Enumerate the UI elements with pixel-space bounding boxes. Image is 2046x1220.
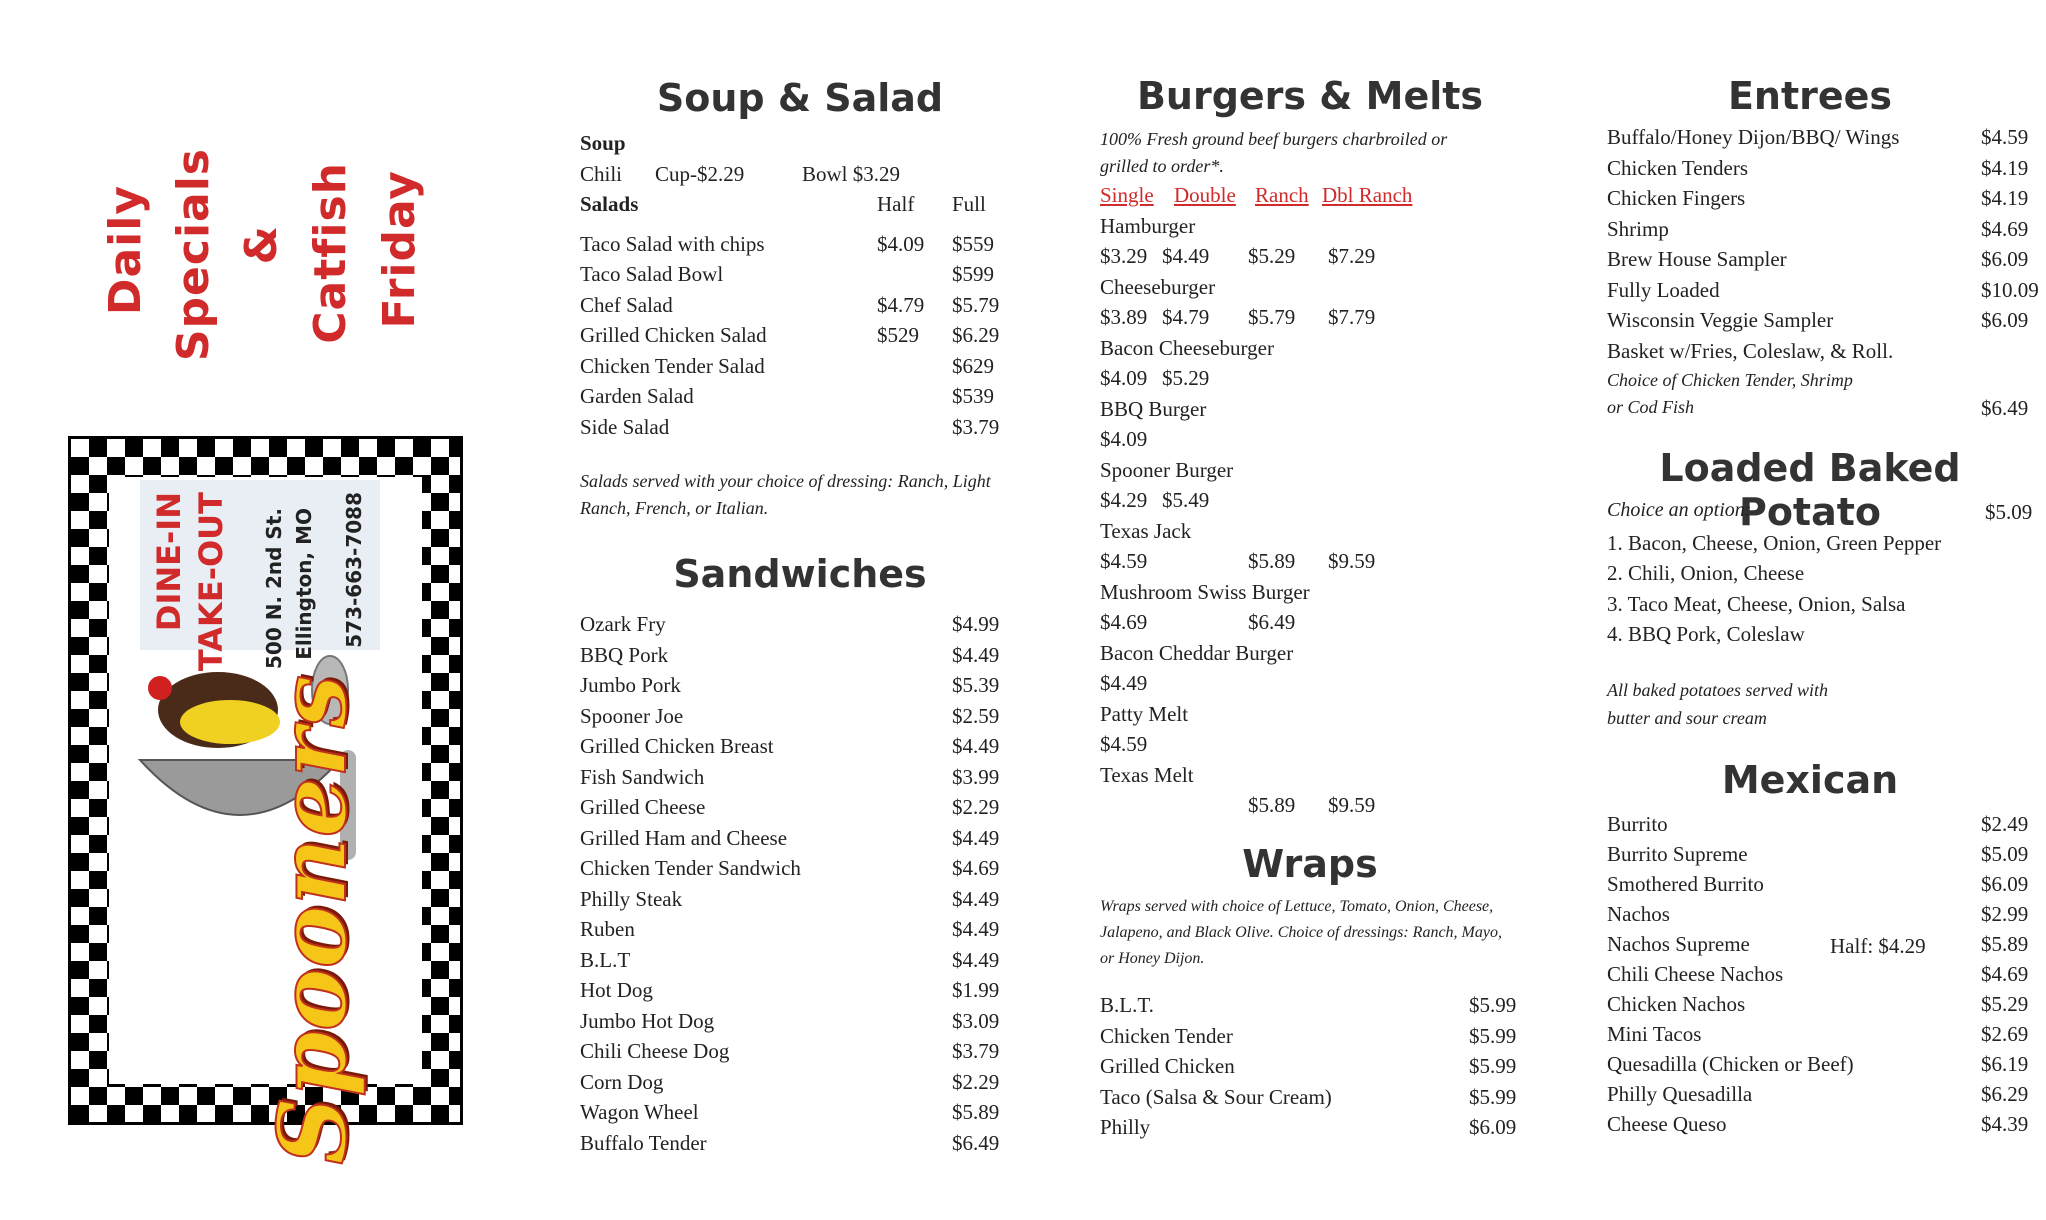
entree-row: [1607, 336, 2037, 367]
mexican-name: Burrito: [1607, 812, 1668, 836]
soup-salad-heading: Soup & Salad: [656, 76, 944, 120]
mexican-name: Nachos: [1607, 902, 1670, 926]
burger-price-single: $4.59: [1100, 549, 1148, 573]
burger-price-row: [1100, 668, 1530, 699]
salads-label: Salads: [580, 192, 639, 216]
burger-sizes-row: [1100, 180, 1530, 211]
sandwich-name: Philly Steak: [580, 886, 683, 911]
salad-row: [580, 259, 1010, 290]
entree-price: $6.09: [1981, 308, 2029, 332]
sandwich-name: Hot Dog: [580, 978, 653, 1002]
salad-name: Grilled Chicken Salad: [580, 323, 767, 347]
mexican-name: Philly Quesadilla: [1607, 1082, 1753, 1106]
full-label: Full: [952, 192, 986, 216]
sandwich-row: [580, 975, 1005, 1006]
chili-name: Chili: [580, 161, 623, 186]
entrees-heading: Entrees: [1727, 74, 1893, 118]
salads-header-row: [580, 189, 1010, 220]
burger-name: BBQ Burger: [1100, 396, 1207, 421]
address-line-2: Ellington, MO: [292, 508, 316, 660]
entree-name: Brew House Sampler: [1607, 247, 1787, 271]
sandwich-name: Ozark Fry: [580, 612, 666, 636]
mexican-name: Chili Cheese Nachos: [1607, 962, 1784, 986]
sandwich-price: $5.39: [952, 673, 1000, 697]
burger-price-ranch: $5.89: [1248, 549, 1296, 573]
chili-cup: Cup-$2.29: [655, 161, 745, 186]
wrap-name: Grilled Chicken: [1100, 1054, 1235, 1078]
burger-price-single: $3.89: [1100, 305, 1148, 329]
chili-bowl: Bowl $3.29: [802, 161, 901, 186]
burger-price-ranch: $5.89: [1248, 793, 1296, 817]
potato-note-1: All baked potatoes served with: [1607, 679, 1828, 700]
phone-number: 573-663-7088: [342, 492, 366, 648]
entree-price: $4.19: [1981, 155, 2029, 180]
sandwich-price: $2.29: [952, 1069, 1000, 1094]
burger-name: Patty Melt: [1100, 701, 1189, 726]
salad-row: [580, 351, 1010, 382]
wrap-price: $6.09: [1469, 1115, 1517, 1139]
wrap-price: $5.99: [1469, 1023, 1517, 1048]
mexican-row: [1607, 959, 2037, 989]
salad-name: Chef Salad: [580, 292, 673, 317]
banner-line-4: Catfish: [305, 162, 356, 344]
take-out-label: TAKE-OUT: [192, 492, 230, 672]
sandwich-name: Grilled Ham and Cheese: [580, 825, 788, 850]
mexican-price: $5.89: [1981, 932, 2029, 956]
sandwich-name: Ruben: [580, 917, 635, 941]
mexican-row: [1607, 989, 2037, 1019]
potato-section: [1607, 497, 2037, 732]
size-single-link[interactable]: Single: [1100, 183, 1154, 207]
entree-price: $6.09: [1981, 247, 2029, 271]
salad-row: [580, 290, 1010, 321]
burgers-heading: Burgers & Melts: [1136, 74, 1484, 118]
wrap-name: B.L.T.: [1100, 993, 1154, 1017]
wrap-list: [1100, 990, 1520, 1143]
salad-row: [580, 229, 1010, 260]
address-line-1: 500 N. 2nd St.: [262, 508, 286, 670]
salad-name: Taco Salad Bowl: [580, 262, 724, 286]
entree-row: [1607, 122, 2037, 153]
potato-option: [1607, 528, 2037, 559]
burger-price-single: $4.59: [1100, 732, 1148, 756]
salad-full-price: $629: [952, 353, 994, 378]
entree-choice-2: or Cod Fish: [1607, 397, 1695, 417]
potato-option-text: 4. BBQ Pork, Coleslaw: [1607, 622, 1805, 646]
burger-price-double: $5.29: [1162, 366, 1210, 390]
salad-list: [580, 229, 1010, 443]
salad-half-price: $4.79: [877, 292, 925, 317]
sandwich-price: $3.79: [952, 1039, 1000, 1063]
sandwich-row: [580, 731, 1005, 762]
salad-full-price: $6.29: [952, 323, 1000, 347]
salad-full-price: $599: [952, 262, 994, 286]
burger-name-row: [1100, 211, 1530, 242]
potato-option: [1607, 619, 2037, 650]
mexican-price: $4.39: [1981, 1112, 2029, 1136]
entree-name: Chicken Fingers: [1607, 186, 1746, 210]
wrap-name: Philly: [1100, 1115, 1151, 1139]
half-label: Half: [877, 192, 915, 216]
salad-row: [580, 412, 1010, 443]
potato-heading: Loaded Baked Potato: [1659, 446, 1961, 534]
sandwich-row: [580, 762, 1005, 793]
burger-price-row: [1100, 546, 1530, 577]
burger-price-single: $3.29: [1100, 244, 1148, 268]
sandwich-price: $2.29: [952, 795, 1000, 819]
sandwich-row: [580, 884, 1005, 915]
entree-name: Wisconsin Veggie Sampler: [1607, 308, 1834, 332]
sandwich-name: Jumbo Hot Dog: [580, 1008, 715, 1033]
burger-name-row: [1100, 760, 1530, 791]
sandwich-name: Wagon Wheel: [580, 1100, 699, 1124]
burger-name: Hamburger: [1100, 213, 1196, 238]
burger-name-row: [1100, 638, 1530, 669]
sandwich-name: Fish Sandwich: [580, 764, 705, 789]
salad-full-price: $3.79: [952, 414, 1000, 439]
burger-name-row: [1100, 699, 1530, 730]
sandwich-price: $4.49: [952, 642, 1000, 667]
sandwich-name: BBQ Pork: [580, 642, 669, 667]
wraps-heading: Wraps: [1242, 842, 1378, 886]
sandwich-price: $4.49: [952, 947, 1000, 972]
burger-price-single: $4.29: [1100, 488, 1148, 512]
entrees-section: [1607, 122, 2037, 422]
burger-price-single: $4.69: [1100, 610, 1148, 634]
soup-salad-section: [580, 128, 1010, 522]
wraps-note: Wraps served with choice of Lettuce, Tomato, Onion, Cheese, Jalapeno, and Black Olive. Choice of dressings: Ranch, Mayo, or Honey Dijon.: [1100, 898, 1502, 967]
salad-full-price: $559: [952, 231, 994, 256]
burger-price-row: [1100, 790, 1530, 821]
size-double-link[interactable]: Double: [1174, 183, 1236, 207]
entree-choice-1: Choice of Chicken Tender, Shrimp: [1607, 370, 1853, 390]
potato-choice-label: Choice an option:: [1607, 499, 1752, 521]
entree-name: Fully Loaded: [1607, 277, 1720, 302]
sandwich-row: [580, 1006, 1005, 1037]
wrap-price: $5.99: [1469, 1054, 1517, 1078]
burger-price-double: $5.49: [1162, 488, 1210, 512]
burger-name-row: [1100, 272, 1530, 303]
entree-price: $4.69: [1981, 216, 2029, 241]
burger-price-ranch: $5.29: [1248, 244, 1296, 268]
burger-name: Mushroom Swiss Burger: [1100, 579, 1310, 604]
potato-choice-row: [1607, 497, 2037, 528]
sandwich-name: Grilled Chicken Breast: [580, 734, 774, 758]
sandwich-name: Chili Cheese Dog: [580, 1039, 730, 1063]
potato-options: [1607, 528, 2037, 650]
sandwich-price: $1.99: [952, 978, 1000, 1002]
mexican-price: $5.29: [1981, 992, 2029, 1016]
mexican-price: $5.09: [1981, 842, 2029, 866]
burger-name: Spooner Burger: [1100, 457, 1234, 482]
banner-line-3: &: [236, 225, 287, 265]
salad-row: [580, 320, 1010, 351]
burger-price-single: $4.09: [1100, 427, 1148, 451]
burger-price-dbl-ranch: $7.79: [1328, 305, 1376, 329]
sandwich-name: Grilled Cheese: [580, 795, 706, 819]
burger-name-row: [1100, 333, 1530, 364]
sandwich-row: [580, 701, 1005, 732]
nachos-half-price: Half: $4.29: [1830, 934, 1926, 958]
potato-option: [1607, 558, 2037, 589]
burger-name: Bacon Cheddar Burger: [1100, 640, 1294, 665]
burger-price-single: $4.09: [1100, 366, 1148, 390]
salad-dressing-note: Salads served with your choice of dressing: Ranch, Light Ranch, French, or Italian.: [580, 471, 991, 518]
entree-name: Buffalo/Honey Dijon/BBQ/ Wings: [1607, 125, 1900, 149]
sandwich-row: [580, 792, 1005, 823]
salad-full-price: $5.79: [952, 292, 1000, 317]
sandwich-row: [580, 670, 1005, 701]
salad-name: Side Salad: [580, 414, 670, 439]
wrap-price: $5.99: [1469, 993, 1517, 1017]
wrap-price: $5.99: [1469, 1084, 1517, 1109]
banner-line-1: Daily: [100, 185, 151, 316]
entree-list: [1607, 122, 2037, 366]
entree-row: [1607, 275, 2037, 306]
burgers-note-1: 100% Fresh ground beef burgers charbroiled or: [1100, 129, 1448, 149]
burger-price-dbl-ranch: $9.59: [1328, 793, 1376, 817]
banner-line-2: Specials: [168, 148, 219, 362]
size-dbl-ranch-link[interactable]: Dbl Ranch: [1322, 183, 1413, 207]
entree-price: $4.59: [1981, 125, 2029, 149]
mexican-price: $6.09: [1981, 872, 2029, 896]
size-ranch-link[interactable]: Ranch: [1255, 183, 1309, 207]
burger-price-row: [1100, 607, 1530, 638]
salad-full-price: $539: [952, 384, 994, 408]
sandwich-price: $4.99: [952, 612, 1000, 636]
sandwich-row: [580, 823, 1005, 854]
wrap-row: [1100, 1021, 1520, 1052]
mexican-price: $2.99: [1981, 902, 2029, 926]
potato-option-text: 3. Taco Meat, Cheese, Onion, Salsa: [1607, 591, 1906, 616]
mexican-name: Burrito Supreme: [1607, 842, 1748, 866]
burger-price-row: [1100, 363, 1530, 394]
entree-price: $4.19: [1981, 186, 2029, 210]
mexican-row: [1607, 929, 2037, 959]
potato-price: $5.09: [1985, 500, 2033, 524]
burger-price-row: [1100, 729, 1530, 760]
salad-half-price: $529: [877, 323, 919, 347]
mexican-row: [1607, 1049, 2037, 1079]
mexican-row: [1607, 869, 2037, 899]
burger-price-row: [1100, 302, 1530, 333]
mexican-row: [1607, 1019, 2037, 1049]
mexican-name: Chicken Nachos: [1607, 992, 1746, 1016]
sandwich-name: Jumbo Pork: [580, 673, 681, 697]
mexican-row: [1607, 809, 2037, 839]
salad-name: Chicken Tender Salad: [580, 353, 765, 378]
burger-name: Texas Jack: [1100, 518, 1192, 543]
entree-row: [1607, 153, 2037, 184]
burger-price-row: [1100, 241, 1530, 272]
sandwich-list: [580, 609, 1005, 1158]
sandwich-price: $5.89: [952, 1100, 1000, 1124]
sandwich-price: $2.59: [952, 703, 1000, 728]
burger-price-double: $4.79: [1162, 305, 1210, 329]
dine-in-label: DINE-IN: [150, 492, 188, 632]
sandwich-price: $4.49: [952, 917, 1000, 941]
cherry-icon: [148, 676, 172, 700]
burger-name: Bacon Cheeseburger: [1100, 335, 1274, 360]
mexican-price: $6.29: [1981, 1082, 2029, 1106]
wrap-name: Chicken Tender: [1100, 1023, 1233, 1048]
sandwich-name: Spooner Joe: [580, 703, 684, 728]
sandwich-name: Chicken Tender Sandwich: [580, 856, 801, 880]
burgers-section: [1100, 125, 1530, 821]
sandwich-price: $4.49: [952, 886, 1000, 911]
potato-note-2: butter and sour cream: [1607, 707, 1767, 728]
wrap-row: [1100, 1112, 1520, 1143]
salad-name: Garden Salad: [580, 384, 694, 408]
burger-name-row: [1100, 577, 1530, 608]
sandwich-name: Corn Dog: [580, 1069, 664, 1094]
sandwich-price: $4.49: [952, 825, 1000, 850]
mexican-list: [1607, 809, 2037, 1139]
sandwich-row: [580, 640, 1005, 671]
wrap-name: Taco (Salsa & Sour Cream): [1100, 1084, 1332, 1109]
potato-option: [1607, 589, 2037, 620]
burger-price-dbl-ranch: $9.59: [1328, 549, 1376, 573]
sandwich-row: [580, 609, 1005, 640]
sandwich-row: [580, 1097, 1005, 1128]
mexican-name: Cheese Queso: [1607, 1112, 1727, 1136]
wrap-row: [1100, 1082, 1520, 1113]
sandwich-name: B.L.T: [580, 947, 631, 972]
sandwich-name: Buffalo Tender: [580, 1130, 707, 1155]
burger-price-double: $4.49: [1162, 244, 1210, 268]
sandwich-price: $3.99: [952, 764, 1000, 789]
burger-name-row: [1100, 455, 1530, 486]
burger-price-ranch: $5.79: [1248, 305, 1296, 329]
mexican-price: $2.69: [1981, 1022, 2029, 1046]
mexican-row: [1607, 1079, 2037, 1109]
entree-row: [1607, 214, 2037, 245]
burgers-note-2: grilled to order*.: [1100, 156, 1224, 176]
sandwich-price: $6.49: [952, 1130, 1000, 1155]
mexican-price: $6.19: [1981, 1052, 2029, 1076]
sandwich-price: $3.09: [952, 1008, 1000, 1033]
entree-name: Shrimp: [1607, 216, 1669, 241]
mexican-row: [1607, 1109, 2037, 1139]
burger-name-row: [1100, 516, 1530, 547]
sandwich-row: [580, 914, 1005, 945]
chili-row: [580, 159, 1010, 190]
spooners-logo-text: Spooners: [258, 675, 368, 1165]
burger-price-dbl-ranch: $7.29: [1328, 244, 1376, 268]
burger-name: Texas Melt: [1100, 762, 1194, 787]
burger-name: Cheeseburger: [1100, 274, 1216, 299]
mexican-price: $4.69: [1981, 962, 2029, 986]
sandwich-price: $4.69: [952, 856, 1000, 880]
banner-line-5: Friday: [374, 170, 425, 329]
salad-row: [580, 381, 1010, 412]
sandwich-row: [580, 1036, 1005, 1067]
burger-price-ranch: $6.49: [1248, 610, 1296, 634]
mexican-name: Mini Tacos: [1607, 1022, 1702, 1046]
mexican-name: Smothered Burrito: [1607, 872, 1764, 896]
sandwich-row: [580, 853, 1005, 884]
entree-name: Chicken Tenders: [1607, 155, 1749, 180]
burger-price-row: [1100, 485, 1530, 516]
mexican-row: [1607, 899, 2037, 929]
burger-price-row: [1100, 424, 1530, 455]
sandwiches-heading: Sandwiches: [673, 552, 927, 596]
burger-list: [1100, 211, 1530, 821]
entree-name: Basket w/Fries, Coleslaw, & Roll.: [1607, 338, 1894, 363]
burger-name-row: [1100, 394, 1530, 425]
entree-row: [1607, 183, 2037, 214]
potato-option-text: 2. Chili, Onion, Cheese: [1607, 561, 1805, 585]
entree-row: [1607, 305, 2037, 336]
salad-half-price: $4.09: [877, 231, 925, 256]
sandwich-price: $4.49: [952, 734, 1000, 758]
wrap-row: [1100, 990, 1520, 1021]
mexican-name: Quesadilla (Chicken or Beef): [1607, 1052, 1854, 1076]
mexican-heading: Mexican: [1721, 758, 1899, 802]
entree-choice-row: [1607, 394, 2037, 422]
sandwich-row: [580, 1067, 1005, 1098]
entree-choice-price: $6.49: [1981, 396, 2029, 420]
entree-price: $10.09: [1981, 277, 2039, 302]
sandwich-row: [580, 1128, 1005, 1159]
burger-price-single: $4.49: [1100, 671, 1148, 695]
entree-row: [1607, 244, 2037, 275]
mexican-name: Nachos Supreme: [1607, 932, 1750, 956]
wrap-row: [1100, 1051, 1520, 1082]
sandwich-row: [580, 945, 1005, 976]
soup-label: Soup: [580, 131, 626, 155]
wraps-section: [1100, 894, 1520, 1143]
mexican-row: [1607, 839, 2037, 869]
salad-name: Taco Salad with chips: [580, 231, 765, 256]
mexican-price: $2.49: [1981, 812, 2029, 836]
potato-option-text: 1. Bacon, Cheese, Onion, Green Pepper: [1607, 530, 1942, 555]
